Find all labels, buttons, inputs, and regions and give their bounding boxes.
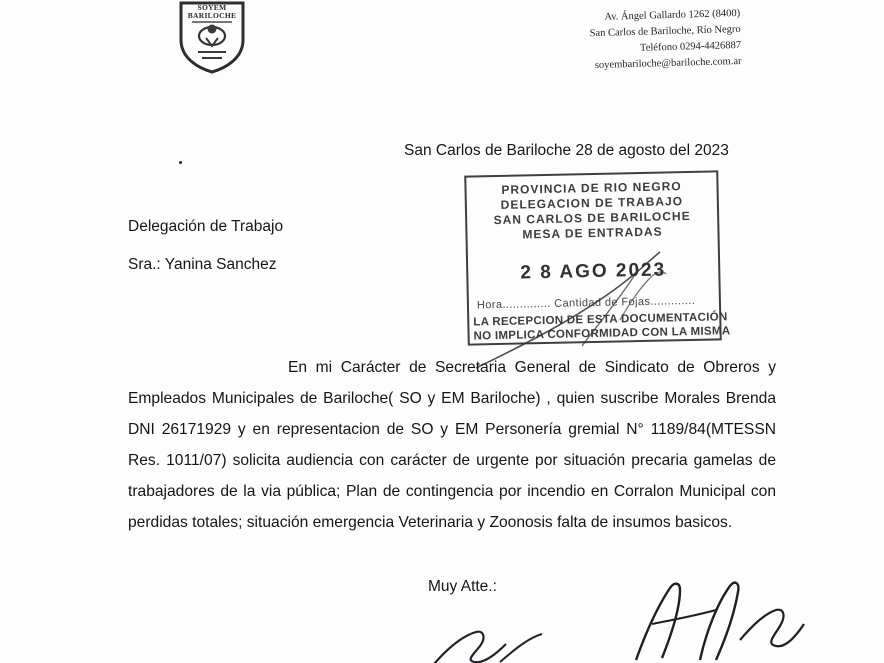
letterhead-address <box>520 6 742 76</box>
letter-body: En mi Carácter de Secretaria General de Sindicato de Obreros y Empleados Municipales de Bariloche( SO y EM Bariloche) , quien suscribe Morales Brenda DNI 26171929 y en representacion de SO y EM Personería gremial N° 1189/84(MTESSN Res. 1011/07) solicita audiencia con carácter de urgente por situación precaria gamelas de trabajadores de la via pública; Plan de contingencia por incendio en Corralon Municipal con perdidas totales; situación emergencia Veterinaria y Zoonosis falta de insumos basicos. <box>128 359 776 531</box>
document-date: San Carlos de Bariloche 28 de agosto del 2023 <box>404 142 729 159</box>
soyem-logo <box>176 0 248 74</box>
stamp-line-3: SAN CARLOS DE BARILOCHE <box>493 208 691 228</box>
address-line-3: Teléfono 0294-4426887 <box>639 39 742 54</box>
signature-secondary <box>430 628 580 663</box>
stamp-disclaimer <box>473 310 731 343</box>
closing-salutation: Muy Atte.: <box>428 578 497 595</box>
address-line-1: Av. Ángel Gallardo 1262 (8400) <box>604 7 741 23</box>
stamp-fields: Hora.............. Cantidad de Fojas............. <box>476 294 696 312</box>
stamp-heading <box>466 178 717 243</box>
stamp-note-line-2: NO IMPLICA CONFORMIDAD CON LA MISMA <box>473 325 731 343</box>
stamp-date: 2 8 AGO 2023 <box>520 259 667 284</box>
logo-caption: SOYEM BARILOCHE <box>187 3 237 20</box>
stamp-line-2: DELEGACION DE TRABAJO <box>500 194 684 212</box>
ink-dot-mark <box>179 161 182 164</box>
signature-primary <box>600 580 820 663</box>
stamp-note-line-1: LA RECEPCION DE ESTA DOCUMENTACIÓN <box>473 311 728 329</box>
stamp-line-1: PROVINCIA DE RIO NEGRO <box>501 179 682 197</box>
reception-stamp <box>464 170 731 345</box>
addressee-name: Sra.: Yanina Sanchez <box>128 256 277 273</box>
stamp-line-4: MESA DE ENTRADAS <box>522 224 663 242</box>
addressee-office: Delegación de Trabajo <box>128 218 284 235</box>
address-line-4: soyembariloche@bariloche.com.ar <box>594 55 742 72</box>
address-line-2: San Carlos de Bariloche, Río Negro <box>589 23 741 40</box>
